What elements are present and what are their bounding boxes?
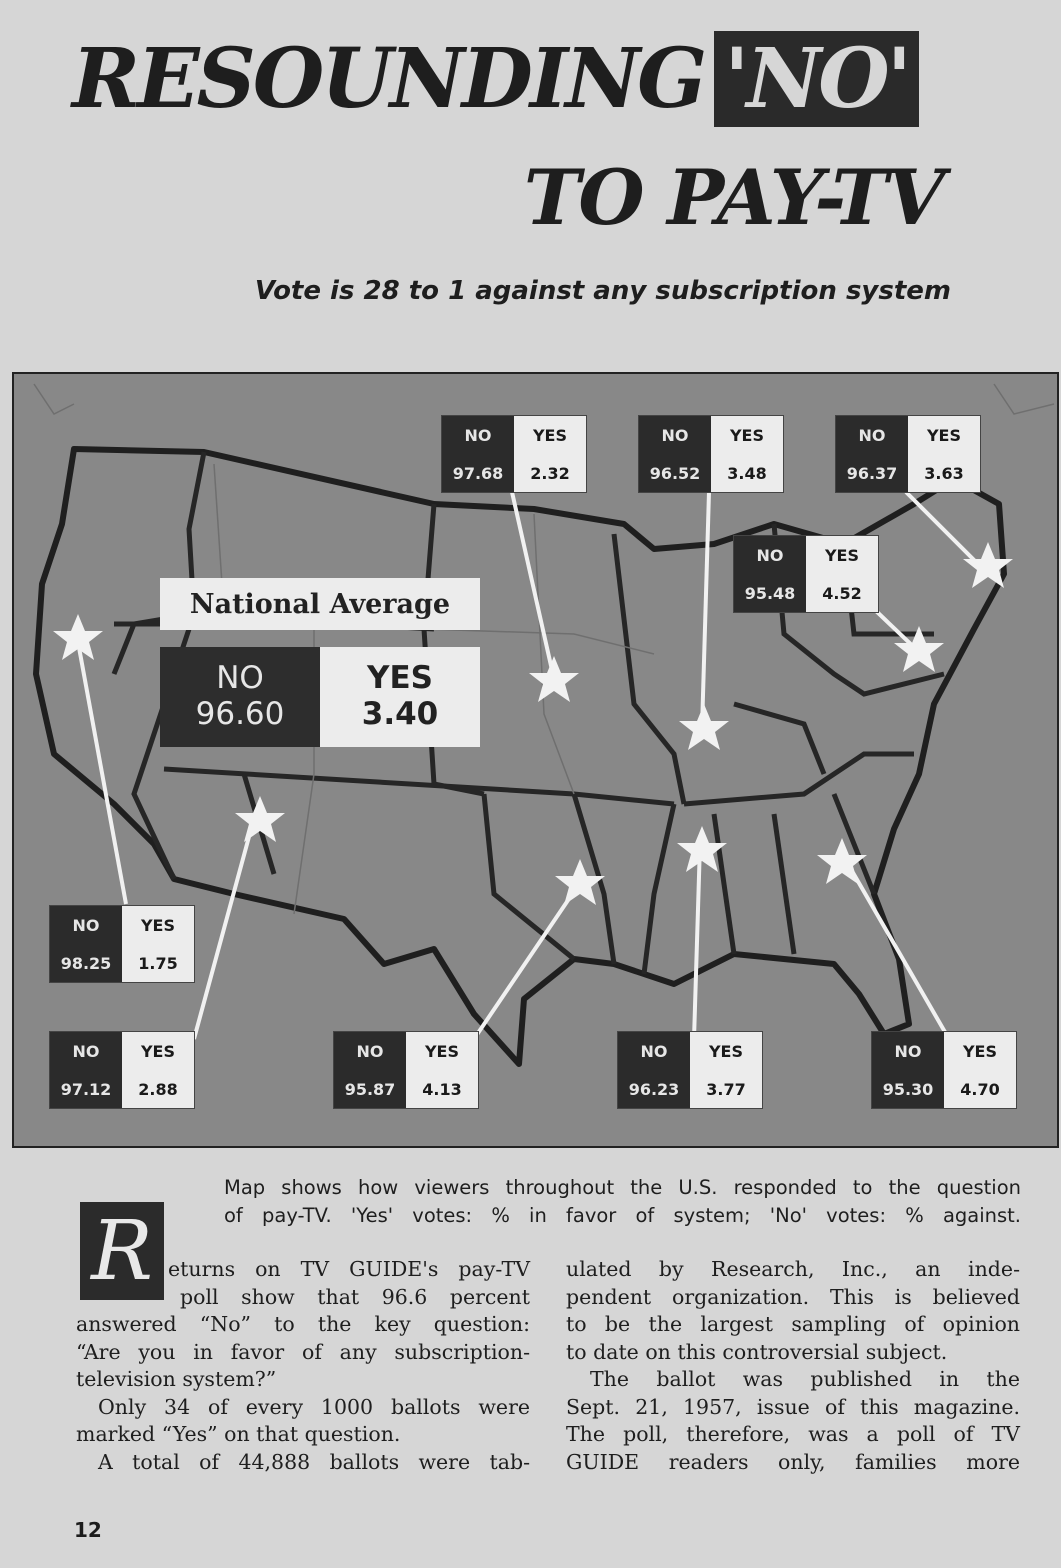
article-line: ulated by Research, Inc., an inde- [566, 1257, 1020, 1281]
national-yes-label: YES [367, 660, 433, 697]
article-line: The poll, therefore, was a poll of TV [566, 1422, 1020, 1446]
yes-value: 3.63 [924, 463, 964, 483]
article-line: television system?” [76, 1367, 277, 1391]
no-value: 96.37 [846, 463, 898, 483]
national-average-box [160, 578, 480, 747]
no-label: NO [72, 915, 100, 935]
no-value: 95.87 [344, 1079, 396, 1099]
headline-line-1 [72, 31, 919, 127]
no-label: NO [756, 545, 784, 565]
no-label: NO [464, 425, 492, 445]
no-value: 97.68 [452, 463, 504, 483]
yes-value: 2.88 [138, 1079, 178, 1099]
article-line: “Are you in favor of any subscription- [76, 1339, 530, 1364]
article-column-right [566, 1256, 1020, 1476]
star-icon [529, 656, 579, 702]
no-value: 98.25 [60, 953, 112, 973]
yes-label: YES [424, 1041, 460, 1061]
no-value: 95.30 [882, 1079, 934, 1099]
vote-box [872, 1032, 1016, 1108]
yes-value: 3.48 [727, 463, 767, 483]
yes-value: 4.13 [422, 1079, 462, 1099]
national-no-cell [160, 647, 320, 747]
national-no-label: NO [216, 660, 264, 697]
national-yes-value: 3.40 [361, 696, 439, 732]
us-map [12, 372, 1059, 1148]
yes-value: 4.70 [960, 1079, 1000, 1099]
yes-label: YES [824, 545, 860, 565]
caption-line: Map shows how viewers throughout the U.S. responded to the question [224, 1176, 1021, 1199]
subtitle: Vote is 28 to 1 against any subscription system [254, 276, 951, 306]
headline-word: RESOUNDING [72, 31, 705, 127]
map-caption [224, 1174, 1021, 1230]
yes-label: YES [140, 915, 176, 935]
yes-value: 2.32 [530, 463, 570, 483]
yes-value: 4.52 [822, 583, 862, 603]
yes-value: 3.77 [706, 1079, 746, 1099]
article-line: poll show that 96.6 percent [180, 1284, 530, 1309]
no-label: NO [661, 425, 689, 445]
vote-box [618, 1032, 762, 1108]
yes-label: YES [708, 1041, 744, 1061]
vote-box [639, 416, 783, 492]
article-line: eturns on TV GUIDE's pay-TV [168, 1257, 530, 1281]
vote-box [50, 906, 194, 982]
no-label: NO [894, 1041, 922, 1061]
yes-label: YES [532, 425, 568, 445]
no-value: 96.23 [628, 1079, 680, 1099]
yes-value: 1.75 [138, 953, 178, 973]
vote-box [50, 1032, 194, 1108]
article-line: The ballot was published in the [590, 1367, 1020, 1391]
headline-boxed-no: 'NO' [714, 31, 919, 127]
no-value: 97.12 [60, 1079, 112, 1099]
vote-box [334, 1032, 478, 1108]
no-value: 96.52 [649, 463, 701, 483]
article-column-left [76, 1256, 530, 1476]
national-yes-cell [320, 647, 480, 747]
article-line: GUIDE readers only, families more [566, 1449, 1020, 1474]
article-line: answered “No” to the key question: [76, 1312, 530, 1336]
article-line: A total of 44,888 ballots were tab- [98, 1449, 530, 1474]
vote-box [734, 536, 878, 612]
star-icon [679, 704, 729, 750]
article-line: pendent organization. This is believed [566, 1284, 1020, 1309]
no-label: NO [640, 1041, 668, 1061]
yes-label: YES [729, 425, 765, 445]
national-average-title: National Average [160, 578, 480, 630]
article-line: to date on this controversial subject. [566, 1339, 948, 1364]
article-line: marked “Yes” on that question. [76, 1422, 401, 1446]
article-line: Sept. 21, 1957, issue of this magazine. [566, 1394, 1020, 1419]
drop-cap: R [80, 1202, 164, 1300]
no-label: NO [356, 1041, 384, 1061]
no-label: NO [858, 425, 886, 445]
no-label: NO [72, 1041, 100, 1061]
article-line: Only 34 of every 1000 ballots were [98, 1394, 530, 1419]
headline-line-2: TO PAY-TV [523, 153, 943, 242]
yes-label: YES [962, 1041, 998, 1061]
page-number: 12 [74, 1518, 102, 1542]
yes-label: YES [926, 425, 962, 445]
article-line: to be the largest sampling of opinion [566, 1312, 1020, 1336]
star-icon [53, 614, 103, 660]
no-value: 95.48 [744, 583, 796, 603]
caption-line: of pay-TV. 'Yes' votes: % in favor of system; 'No' votes: % against. [224, 1204, 1021, 1227]
national-no-value: 96.60 [195, 696, 285, 732]
vote-box [442, 416, 586, 492]
yes-label: YES [140, 1041, 176, 1061]
vote-box [836, 416, 980, 492]
